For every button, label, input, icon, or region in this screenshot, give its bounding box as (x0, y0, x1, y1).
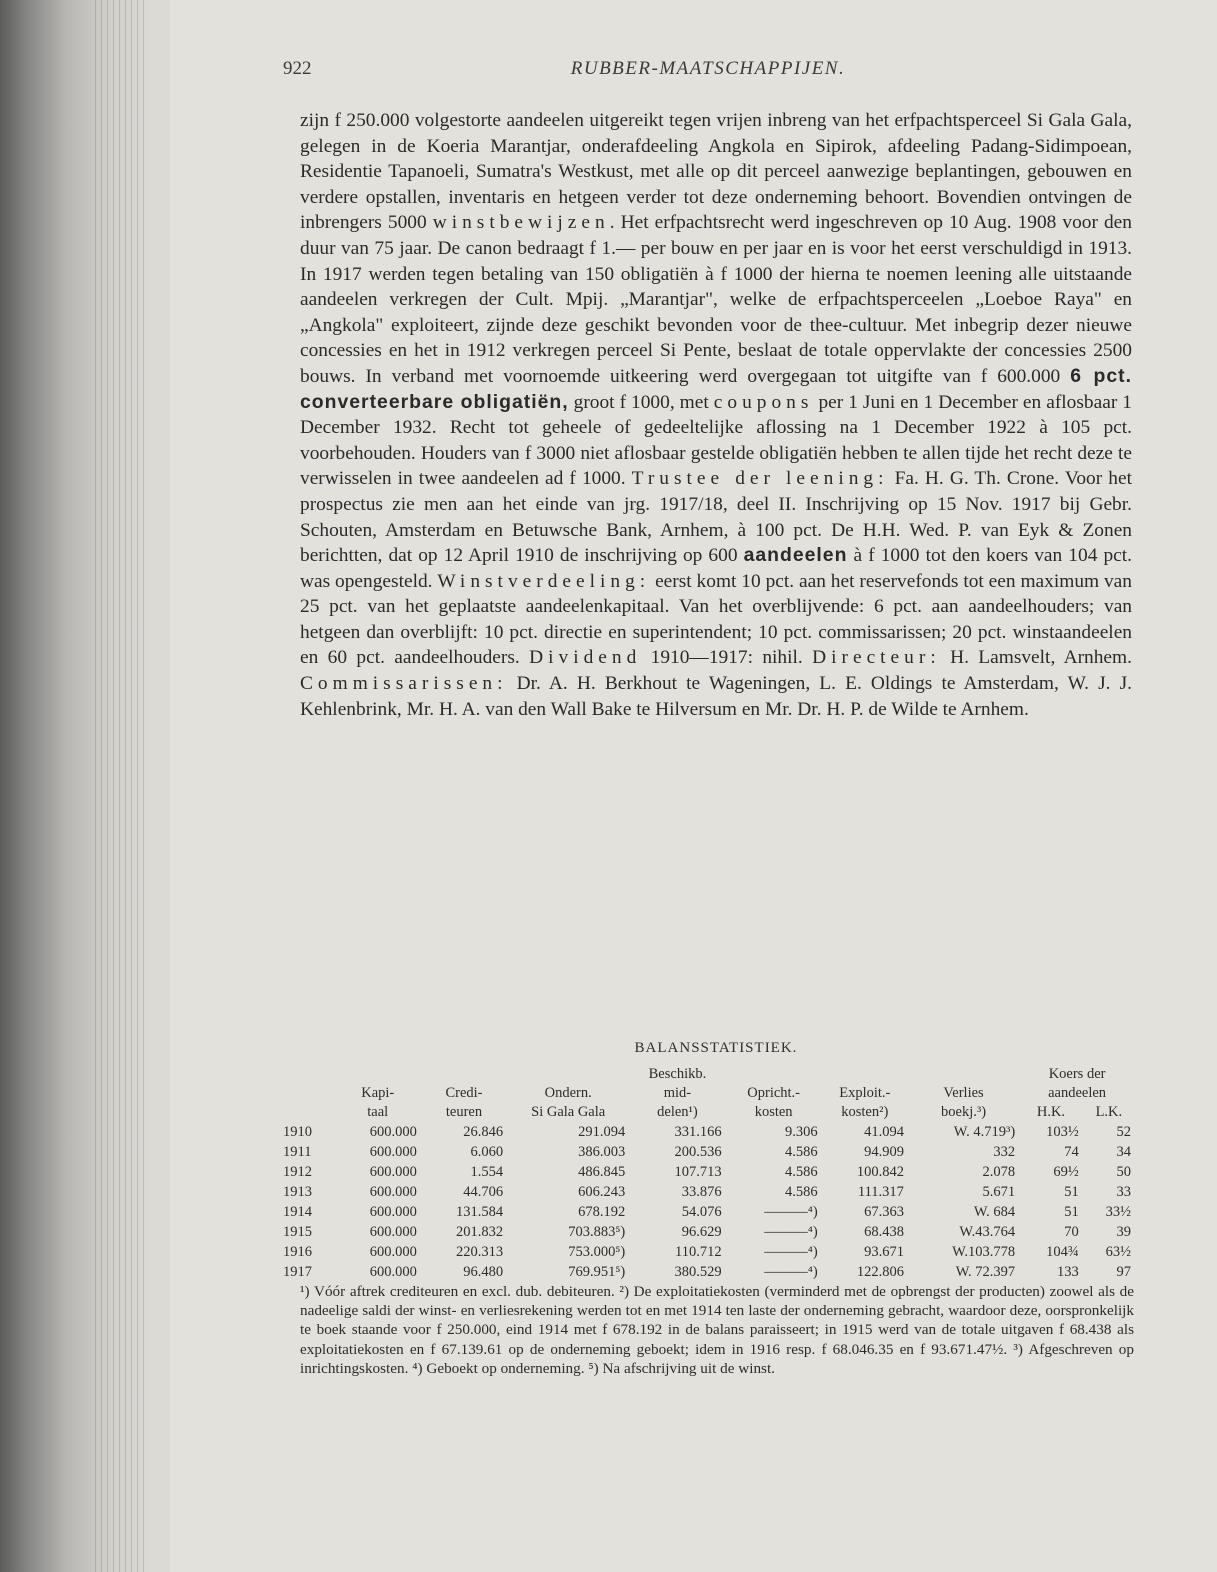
header-beschikb-2: mid- (663, 1085, 692, 1101)
header-kapitaal-1: Kapi- (361, 1085, 395, 1101)
table-row: 1911 600.000 6.060 386.003 200.536 4.586 94.909 332 74 34 (283, 1144, 1131, 1160)
spaced-term-trustee: Trustee der leening: (631, 468, 889, 490)
header-kapitaal-2: taal (367, 1104, 389, 1120)
header-opricht-1: Opricht.- (747, 1085, 801, 1101)
description-paragraph (300, 108, 1132, 722)
header-crediteuren-2: teuren (445, 1104, 483, 1120)
table-row: 1917 600.000 96.480 769.951⁵) 380.529 ———⁴) 122.806 W. 72.397 133 97 (283, 1264, 1131, 1280)
table-row: 1912 600.000 1.554 486.845 107.713 4.586 100.842 2.078 69½ 50 (283, 1164, 1131, 1180)
table-row: 1910 600.000 26.846 291.094 331.166 9.306 41.094 W. 4.719³) 103½ 52 (283, 1124, 1131, 1140)
page-header (283, 58, 1133, 88)
table-row: 1913 600.000 44.706 606.243 33.876 4.586 111.317 5.671 51 33 (283, 1184, 1131, 1200)
text-segment: . Het erfpachtsrecht werd ingeschreven op 10 Aug. 1908 voor den duur van 75 jaar. De canon bedraagt f 1.— per bouw en per jaar en is voor het eerst verschuldigd in 1913. In 1917 werden tegen betaling van 150 obligatiën à f 1000 der hierna te noemen leening alle uitstaande aandeelen verkregen der Cult. Mpij. „Marantjar", welke de erfpachtsperceelen „Loeboe Raya" en „Angkola" exploiteert, zijnde deze geschikt bevonden voor de thee-cultuur. Met inbegrip dezer nieuwe concessies en het in 1912 verkregen perceel Si Pente, beslaat de totale oppervlakte der concessies 2500 bouws. In verband met voornoemde uitkeering werd overgegaan tot uitgifte van f 600.000 (300, 212, 1132, 387)
header-exploit-2: kosten²) (841, 1104, 889, 1120)
spaced-term-commissarissen: Commissarissen: (300, 673, 508, 695)
text-segment: Fa. H. G. Th. Crone. Voor het prospectus zie men aan het einde van jrg. 1917/18, deel II. Inschrijving op 15 Nov. 1917 bij Gebr. Schouten, Amsterdam en Betuwsche Bank, Arnhem, à 100 pct. De H.H. Wed. P. van Eyk & Zonen berichtten, dat op 12 April 1910 de inschrijving op 600 (300, 468, 1132, 567)
table-header (283, 1065, 1135, 1122)
header-ondern-1: Ondern. (544, 1085, 592, 1101)
header-beschikb-3: delen¹) (657, 1104, 698, 1120)
page-edges (95, 0, 145, 1572)
bold-term-obligaties: 6 pct. converteerbare obligatiën, (300, 364, 1132, 413)
table-title: BALANSSTATISTIEK. (634, 1040, 798, 1056)
header-hk: H.K. (1036, 1104, 1066, 1120)
header-verlies-2: boekj.³) (941, 1104, 987, 1120)
spaced-term-dividend: Dividend (529, 647, 642, 669)
header-crediteuren-1: Credi- (445, 1085, 483, 1101)
header-opricht-2: kosten (754, 1104, 793, 1120)
spaced-term-winstverdeeling: Winstverdeeling: (437, 570, 651, 592)
running-title: RUBBER-MAATSCHAPPIJEN. (570, 58, 846, 79)
header-beschikb-1: Beschikb. (648, 1066, 707, 1082)
spaced-term-coupons: coupons (713, 391, 814, 413)
header-koers-2: aandeelen (1048, 1085, 1107, 1101)
header-lk: L.K. (1095, 1104, 1123, 1120)
header-ondern-2: Si Gala Gala (531, 1104, 606, 1120)
table-row: 1915 600.000 201.832 703.883⁵) 96.629 ———⁴) 68.438 W.43.764 70 39 (283, 1224, 1131, 1240)
company-description (300, 108, 1132, 722)
table-body (283, 1122, 1135, 1282)
text-segment: eerst komt 10 pct. aan het reservefonds tot een maximum van 25 pct. van het geplaatste aandeelenkapitaal. Van het overblijvende: 6 pct. aan aandeelhouders; van hetgeen dan overblijft: 10 pct. directie en superintendent; 10 pct. commissarissen; 20 pct. winstaandeelen en 60 pct. aandeelhouders. (300, 570, 1132, 669)
bold-term-aandeelen: aandeelen (743, 544, 848, 567)
table-row: 1916 600.000 220.313 753.000⁵) 110.712 ———⁴) 93.671 W.103.778 104¾ 63½ (283, 1244, 1131, 1260)
header-row-1 (283, 1065, 1135, 1084)
text-segment: à f 1000 tot den koers van 104 pct. was opengesteld. (300, 545, 1132, 592)
text-segment: Dr. A. H. Berkhout te Wageningen, L. E. Oldings te Amsterdam, W. J. J. Kehlenbrink, Mr. H. A. van den Wall Bake te Hilversum en Mr. Dr. H. P. de Wilde te Arnhem. (300, 673, 1132, 720)
header-exploit-1: Exploit.- (839, 1085, 891, 1101)
page-number: 922 (283, 58, 312, 79)
spaced-term-winstbewijzen: winstbewijzen (432, 212, 610, 234)
table-footnotes: ¹) Vóór aftrek crediteuren en excl. dub. debiteuren. ²) De exploitatiekosten (verminderd met de opbrengst der producten) zoowel als de nadeelige saldi der winst- en verliesrekening werden tot en met 1914 ten laste der onderneming gebracht, waardoor deze, oorspronkelijk te boek staande voor f 250.000, eind 1914 met f 678.192 in de balans paraisseert; in 1915 werd van de totale uitgaven f 68.438 als exploitatiekosten en f 67.139.61 op de onderneming geboekt; idem in 1916 resp. f 68.046.35 en f 93.671.47½. ³) Afgeschreven op inrichtingskosten. ⁴) Geboekt op onderneming. ⁵) Na afschrijving uit de winst. (300, 1283, 1134, 1377)
spaced-term-directeur: Directeur: (812, 647, 941, 669)
header-koers-1: Koers der (1048, 1066, 1106, 1082)
balance-statistics-table (283, 1065, 1135, 1282)
text-segment: zijn f 250.000 volgestorte aandeelen uitgereikt tegen vrijen inbreng van het erfpachtsperceel Si Gala Gala, gelegen in de Koeria Marantjar, onderafdeeling Angkola en Sipirok, afdeeling Padang-Sidimpoean, Residentie Tapanoeli, Sumatra's Westkust, met alle op dit perceel aanwezige beplantingen, gebouwen en verdere opstallen, inventaris en hetgeen verder tot deze onderneming behoort. Bovendien ontvingen de inbrengers 5000 (300, 110, 1132, 234)
text-segment: 1910—1917: nihil. (650, 647, 803, 669)
header-row-2 (283, 1084, 1135, 1103)
text-segment: H. Lamsvelt, Arnhem. (950, 647, 1132, 669)
text-segment: per 1 Juni en 1 December en aflosbaar 1 December 1932. Recht tot geheele of gedeeltelijke aflossing na 1 December 1922 à 105 pct. voorbehouden. Houders van f 3000 niet aflosbaar gestelde obligatiën hebben te allen tijde het recht deze te verwisselen in twee aandeelen ad f 1000. (300, 391, 1132, 490)
table-row: 1914 600.000 131.584 678.192 54.076 ———⁴) 67.363 W. 684 51 33½ (283, 1204, 1131, 1220)
header-row-3 (283, 1103, 1135, 1122)
text-segment: groot f 1000, met (573, 391, 709, 413)
header-verlies-1: Verlies (943, 1085, 984, 1101)
